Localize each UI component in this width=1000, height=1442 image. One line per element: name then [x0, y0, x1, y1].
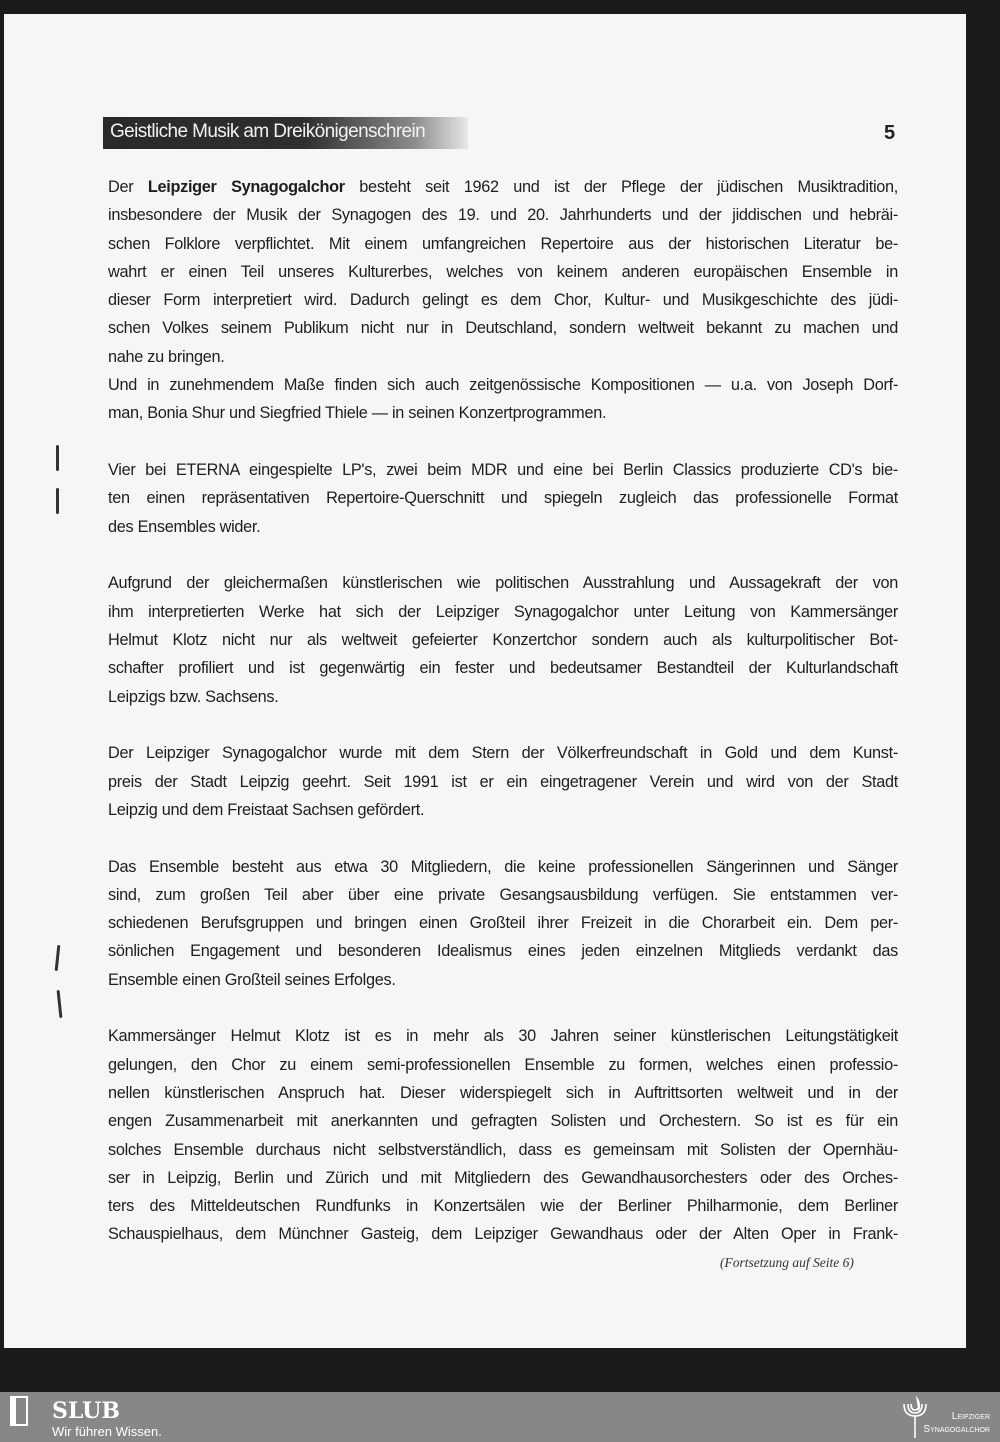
- paragraph: [108, 456, 898, 541]
- text-segment: sönlichen Engagement und besonderen Idealismus eines jeden einzelnen Mitglieds verdankt das: [108, 942, 898, 961]
- paragraph: [108, 1022, 898, 1248]
- slub-logo[interactable]: SLUB: [52, 1398, 120, 1424]
- text-segment: preis der Stadt Leipzig geehrt. Seit 1991 ist er ein eingetragener Verein und wird von der Stadt: [108, 772, 898, 791]
- paragraph: [108, 173, 898, 428]
- page-number: 5: [884, 122, 896, 144]
- paragraph: [108, 853, 898, 994]
- text-segment: nellen künstlerischen Anspruch hat. Dieser widerspiegelt sich in Auftrittsorten weltweit und in der: [108, 1083, 898, 1102]
- partner-logo-text: [923, 1410, 990, 1436]
- text-segment: wahrt er einen Teil unseres Kulturerbes, welches von keinem anderen europäischen Ensemble in: [108, 262, 898, 281]
- text-segment: Helmut Klotz nicht nur als weltweit gefeierter Konzertchor sondern auch als kulturpolitischer Bot-: [108, 630, 898, 649]
- text-line: [108, 683, 898, 711]
- text-line: [108, 569, 898, 597]
- text-line: [108, 173, 898, 201]
- text-segment: Ensemble einen Großteil seines Erfolges.: [108, 970, 396, 989]
- text-segment: Leipzigs bzw. Sachsens.: [108, 687, 279, 706]
- text-line: [108, 201, 898, 229]
- partner-line-2: Synagogalchor: [923, 1424, 990, 1435]
- margin-mark: [56, 488, 59, 514]
- text-segment: man, Bonia Shur und Siegfried Thiele — in seinen Konzertprogrammen.: [108, 404, 607, 423]
- text-line: [108, 513, 898, 541]
- text-line: [108, 1079, 898, 1107]
- text-line: [108, 966, 898, 994]
- text-segment: nahe zu bringen.: [108, 347, 225, 366]
- text-line: [108, 456, 898, 484]
- text-line: [108, 1136, 898, 1164]
- text-segment: insbesondere der Musik der Synagogen des 19. und 20. Jahrhunderts und der jiddischen und hebräi-: [108, 206, 898, 225]
- text-segment: solches Ensemble durchaus nicht selbstverständlich, dass es gemeinsam mit Solisten der Opernhäu-: [108, 1140, 898, 1159]
- text-line: [108, 853, 898, 881]
- text-segment: engen Zusammenarbeit mit anerkannten und gefragten Solisten und Orchestern. So ist es für ein: [108, 1112, 898, 1131]
- text-segment: ser in Leipzig, Berlin und Zürich und mit Mitgliedern des Gewandhausorchesters oder des Orches-: [108, 1168, 898, 1187]
- text-line: [108, 1220, 898, 1248]
- text-line: [108, 1051, 898, 1079]
- paragraph: [108, 569, 898, 710]
- margin-mark: [56, 445, 59, 471]
- text-line: [108, 626, 898, 654]
- text-segment: Der: [108, 178, 148, 196]
- text-line: [108, 314, 898, 342]
- text-line: [108, 1022, 898, 1050]
- text-line: [108, 881, 898, 909]
- paragraph: [108, 739, 898, 824]
- text-line: [108, 937, 898, 965]
- text-line: [108, 343, 898, 371]
- text-line: [108, 598, 898, 626]
- text-segment: gelungen, den Chor zu einem semi-professionellen Ensemble zu formen, welches einen professio-: [108, 1055, 898, 1074]
- text-segment: ihm interpretierten Werke hat sich der Leipziger Synagogalchor unter Leitung von Kammersänger: [108, 602, 898, 621]
- continuation-note: (Fortsetzung auf Seite 6): [720, 1255, 854, 1270]
- text-line: [108, 1164, 898, 1192]
- text-line: [108, 739, 898, 767]
- text-segment: Der Leipziger Synagogalchor wurde mit dem Stern der Völkerfreundschaft in Gold und dem Kunst-: [108, 744, 898, 763]
- text-segment: Aufgrund der gleichermaßen künstlerischen wie politischen Ausstrahlung und Aussagekraft der von: [108, 574, 898, 593]
- text-segment: schen Folklore verpflichtet. Mit einem umfangreichen Repertoire aus der historischen Literatur be-: [108, 234, 898, 253]
- text-segment: ters des Mitteldeutschen Rundfunks in Konzertsälen wie der Berliner Philharmonie, dem Berliner: [108, 1197, 898, 1216]
- text-segment: Und in zunehmendem Maße finden sich auch zeitgenössische Kompositionen — u.a. von Joseph Dorf-: [108, 376, 898, 395]
- text-segment: schen Volkes seinem Publikum nicht nur in Deutschland, sondern weltweit bekannt zu machen und: [108, 319, 898, 338]
- text-segment: ten einen repräsentativen Repertoire-Querschnitt und spiegeln zugleich das professionelle Format: [108, 489, 898, 508]
- text-segment: schafter profiliert und ist gegenwärtig ein fester und bedeutsamer Bestandteil der Kulturlandschaft: [108, 659, 898, 678]
- text-line: [108, 286, 898, 314]
- text-segment: dieser Form interpretiert wird. Dadurch gelingt es dem Chor, Kultur- und Musikgeschichte des jüdi-: [108, 291, 898, 310]
- text-segment: sind, zum großen Teil aber über eine private Gesangsausbildung verfügen. Sie entstammen ver-: [108, 885, 898, 904]
- text-segment: Das Ensemble besteht aus etwa 30 Mitgliedern, die keine professionellen Sängerinnen und Sänger: [108, 857, 898, 876]
- text-segment: schiedenen Berufsgruppen und bringen einen Großteil ihrer Freizeit in die Chorarbeit ein. Dem per-: [108, 914, 898, 933]
- header-title: Geistliche Musik am Dreikönigenschrein: [110, 121, 426, 142]
- text-segment: Leipzig und dem Freistaat Sachsen gefördert.: [108, 800, 425, 819]
- body-text: [108, 173, 898, 1277]
- text-line: [108, 768, 898, 796]
- text-segment: Kammersänger Helmut Klotz ist es in mehr als 30 Jahren seiner künstlerischen Leitungstätigkeit: [108, 1027, 898, 1046]
- text-line: [108, 230, 898, 258]
- text-segment: des Ensembles wider.: [108, 517, 261, 536]
- text-line: [108, 371, 898, 399]
- slub-tagline: Wir führen Wissen.: [52, 1424, 162, 1439]
- text-segment: Schauspielhaus, dem Münchner Gasteig, dem Leipziger Gewandhaus oder der Alten Oper in Frank-: [108, 1225, 898, 1244]
- text-line: [108, 909, 898, 937]
- text-line: [108, 484, 898, 512]
- text-line: [108, 1107, 898, 1135]
- text-line: [108, 258, 898, 286]
- text-line: [108, 1192, 898, 1220]
- partner-line-1: Leipziger: [951, 1411, 990, 1422]
- text-line: [108, 796, 898, 824]
- text-line: [108, 654, 898, 682]
- text-segment: besteht seit 1962 und ist der Pflege der jüdischen Musiktradition,: [344, 178, 898, 196]
- text-segment: Vier bei ETERNA eingespielte LP's, zwei beim MDR und eine bei Berlin Classics produzierte CD's bie-: [108, 461, 898, 480]
- slub-book-icon: [10, 1396, 28, 1426]
- choir-name-bold: Leipziger Synagogalchor: [147, 178, 345, 196]
- text-line: [108, 399, 898, 427]
